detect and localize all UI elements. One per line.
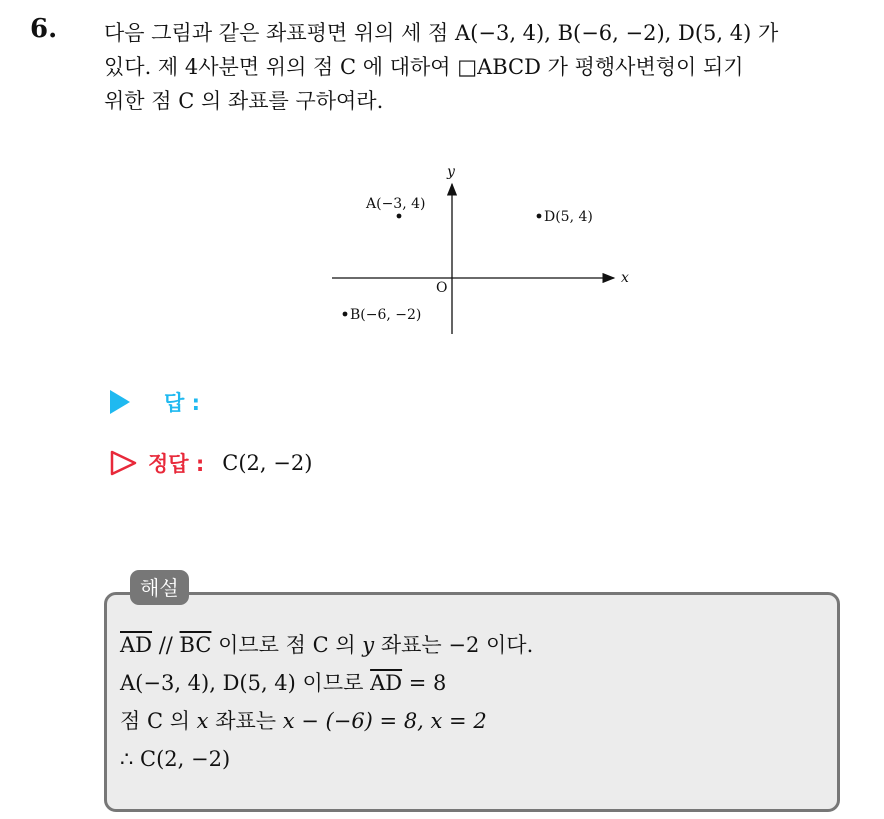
correct-answer-row [110, 448, 312, 478]
problem-number: 6. [30, 14, 58, 44]
point-b-label: B(−6, −2) [350, 307, 422, 323]
var-y: y [362, 633, 375, 657]
solution-text: = 8 [402, 671, 447, 695]
problem-line-1: 다음 그림과 같은 좌표평면 위의 세 점 A(−3, 4), B(−6, −2), D(5, 4) 가 [104, 21, 779, 45]
parallel-symbol: // [152, 633, 180, 657]
x-axis-label: x [621, 270, 629, 286]
point-d-label: D(5, 4) [544, 209, 593, 225]
point-d [537, 214, 542, 219]
equation: x − (−6) = 8, x = 2 [282, 709, 487, 733]
point-b [343, 312, 348, 317]
answer-label: 답 : [164, 391, 200, 415]
solution-line-4: ∴ C(2, −2) [120, 747, 231, 771]
solution-lines [120, 626, 533, 778]
solution-line-2 [120, 664, 533, 702]
play-outline-icon [110, 450, 138, 476]
coordinate-plane-figure [318, 158, 648, 348]
segment-ad: $\overline{AD}$ [120, 633, 153, 657]
solution-tag: 해설 [130, 570, 189, 605]
var-x: x [196, 709, 209, 733]
play-icon [110, 390, 130, 414]
problem-line-3: 위한 점 C 의 좌표를 구하여라. [104, 89, 384, 113]
segment-ad: $\overline{AD}$ [370, 671, 403, 695]
problem-line-2: 있다. 제 4사분면 위의 점 C 에 대하여 □ABCD 가 평행사변형이 되기 [104, 55, 744, 79]
answer-row [110, 387, 200, 417]
y-axis-label: y [447, 164, 455, 180]
correct-answer-value: C(2, −2) [222, 451, 313, 475]
point-a [397, 214, 402, 219]
solution-line-1 [120, 626, 533, 664]
problem-text [104, 16, 864, 118]
solution-text: 좌표는 [208, 709, 283, 733]
solution-text: 점 C 의 [120, 709, 197, 733]
solution-text: 좌표는 −2 이다. [374, 633, 534, 657]
solution-text: 이므로 점 C 의 [211, 633, 363, 657]
solution-line-3 [120, 702, 533, 740]
solution-text: A(−3, 4), D(5, 4) 이므로 [120, 671, 371, 695]
origin-label: O [436, 280, 448, 296]
point-a-label: A(−3, 4) [366, 196, 426, 212]
correct-answer-label: 정답 : [148, 452, 205, 476]
segment-bc: $\overline{BC}$ [179, 633, 212, 657]
